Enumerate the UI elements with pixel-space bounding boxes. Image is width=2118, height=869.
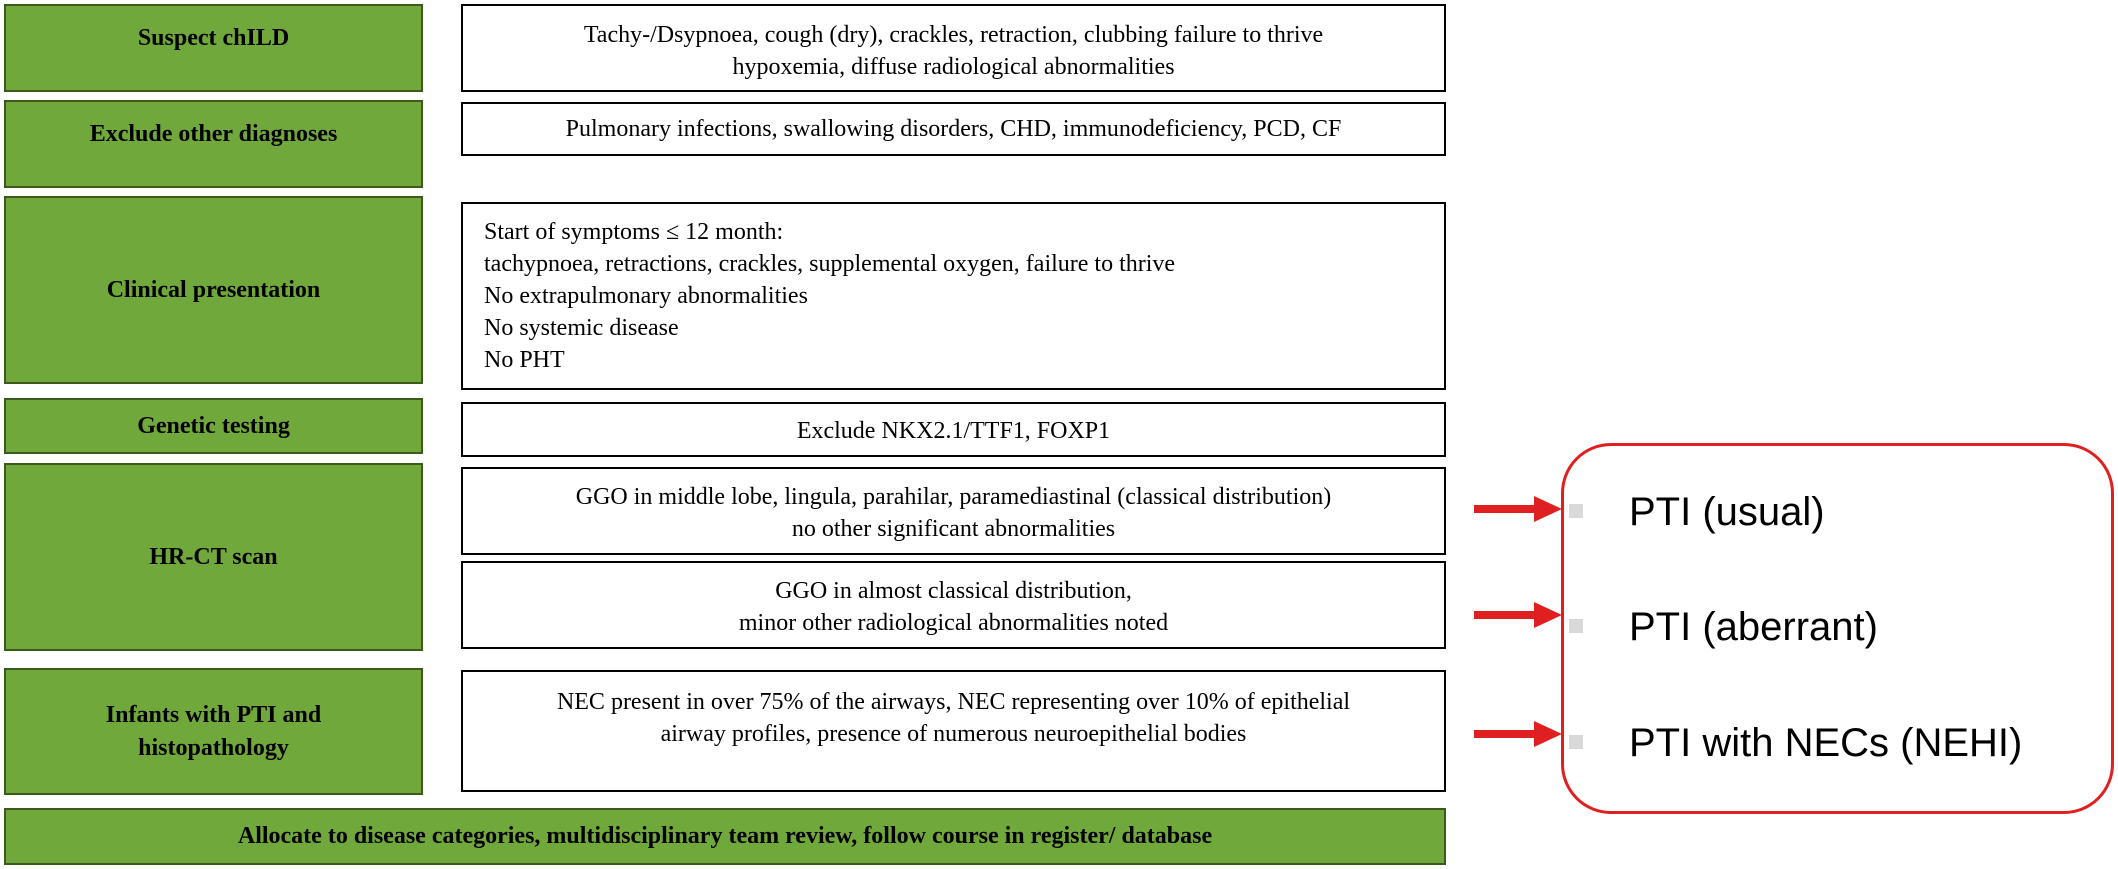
histopathology-criteria: NEC present in over 75% of the airways, NEC representing over 10% of epithelial airway profiles, presence of numerous neuroepithelial bodies — [461, 670, 1446, 792]
hrct-classical-criteria: GGO in middle lobe, lingula, parahilar, paramediastinal (classical distribution) no other significant abnormalities — [461, 467, 1446, 555]
arrow-right-icon — [1474, 719, 1564, 749]
bullet-icon — [1569, 619, 1583, 633]
arrow-right-icon — [1474, 600, 1564, 630]
allocate-categories-bar: Allocate to disease categories, multidisciplinary team review, follow course in register/ database — [4, 808, 1446, 865]
step-histopathology: Infants with PTI and histopathology — [4, 668, 423, 795]
clinical-presentation-criteria: Start of symptoms ≤ 12 month: tachypnoea, retractions, crackles, supplemental oxygen, failure to thrive No extrapulmonary abnormalities No systemic disease No PHT — [461, 202, 1446, 390]
hrct-aberrant-criteria: GGO in almost classical distribution, minor other radiological abnormalities noted — [461, 561, 1446, 649]
arrow-right-icon — [1474, 494, 1564, 524]
suspect-child-criteria: Tachy-/Dsypnoea, cough (dry), crackles, retraction, clubbing failure to thrive hypoxemia, diffuse radiological abnormalities — [461, 4, 1446, 92]
step-hrct-scan: HR-CT scan — [4, 463, 423, 651]
exclude-diagnoses-criteria: Pulmonary infections, swallowing disorders, CHD, immunodeficiency, PCD, CF — [461, 102, 1446, 156]
bullet-icon — [1569, 735, 1583, 749]
step-suspect-child: Suspect chILD — [4, 4, 423, 92]
step-exclude-diagnoses: Exclude other diagnoses — [4, 100, 423, 188]
genetic-testing-criteria: Exclude NKX2.1/TTF1, FOXP1 — [461, 402, 1446, 457]
step-clinical-presentation: Clinical presentation — [4, 196, 423, 384]
step-genetic-testing: Genetic testing — [4, 398, 423, 454]
bullet-icon — [1569, 504, 1583, 518]
